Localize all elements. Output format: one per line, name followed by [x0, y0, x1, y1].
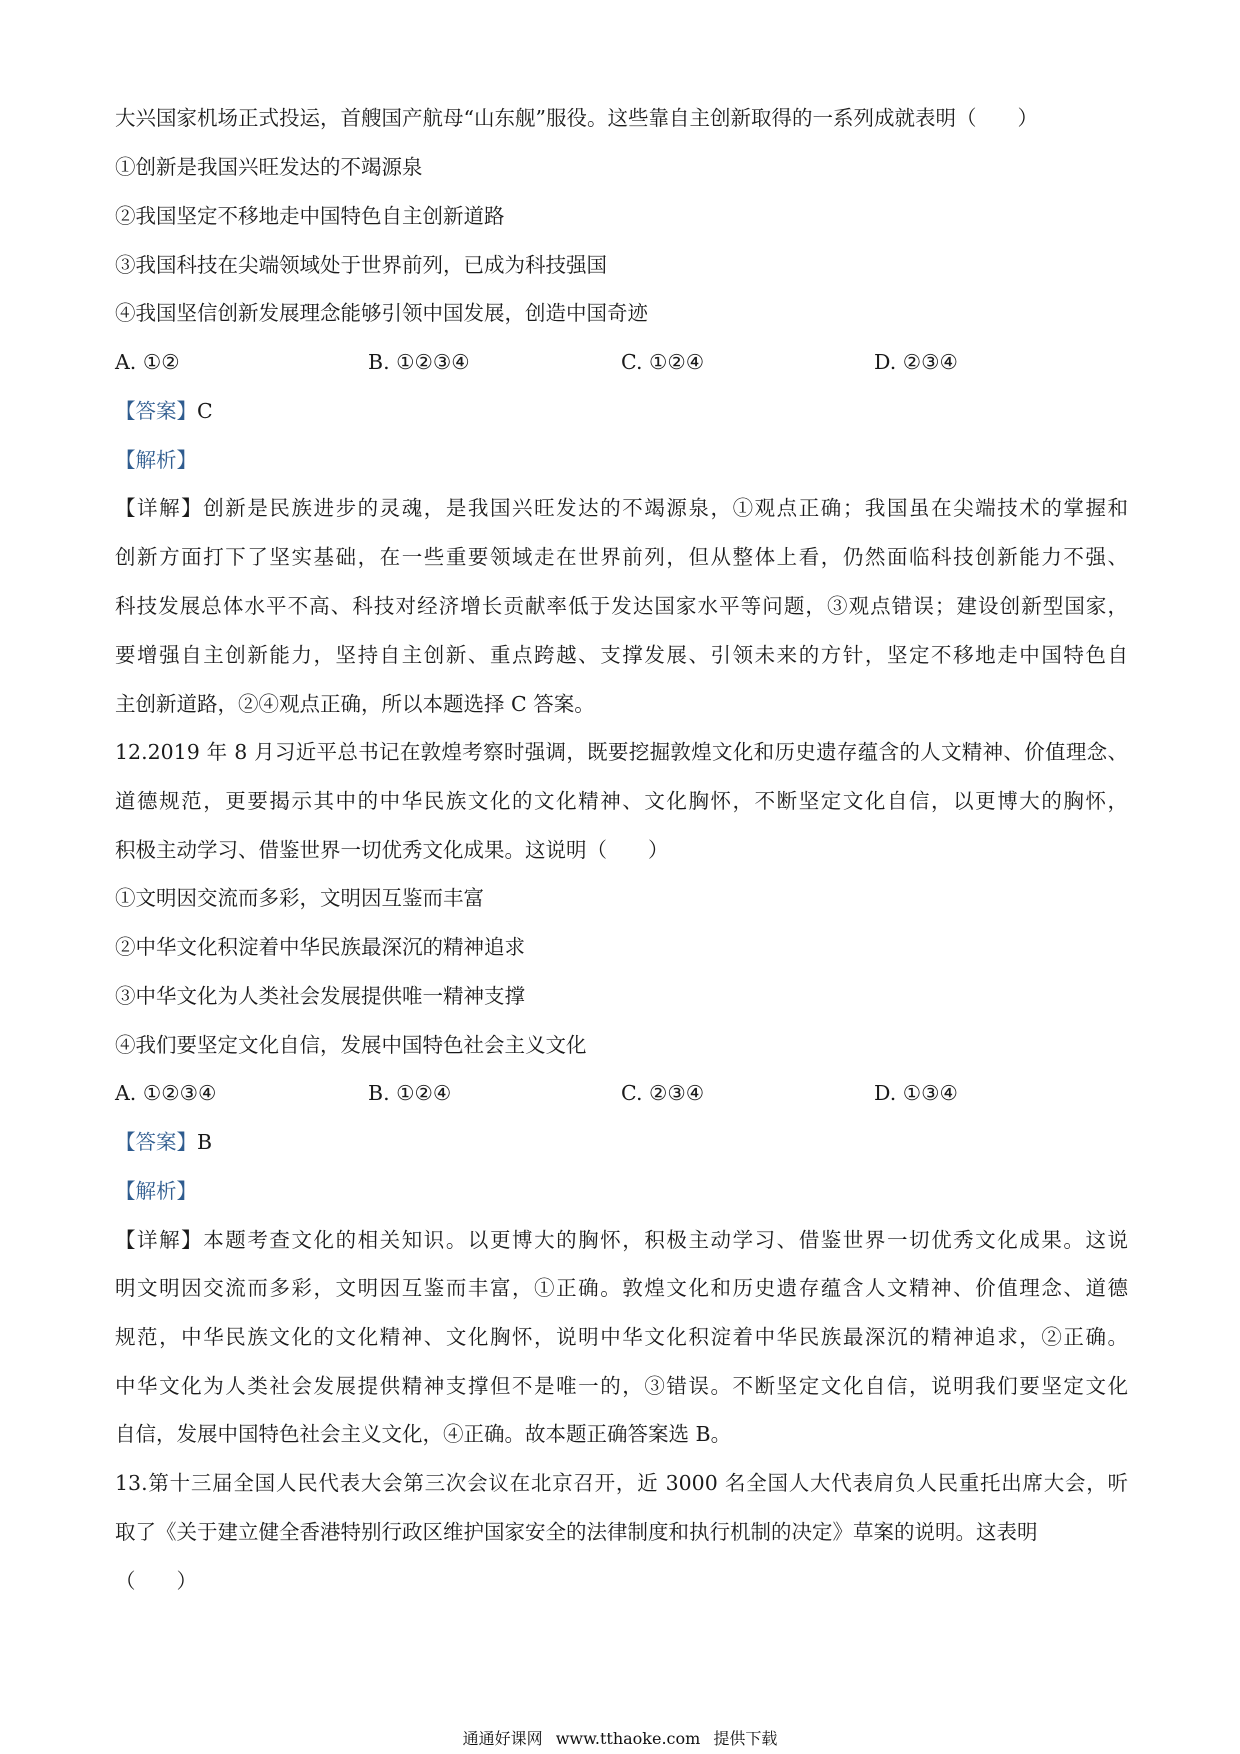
q12-detail-line-4: 中华文化为人类社会发展提供精神支撑但不是唯一的，③错误。不断坚定文化自信，说明我们要坚定文化 [115, 1374, 1128, 1398]
q11-detail-line-4: 要增强自主创新能力，坚持自主创新、重点跨越、支撑发展、引领未来的方针，坚定不移地走中国特色自 [115, 643, 1128, 667]
q11-detail-line-5: 主创新道路，②④观点正确，所以本题选择 C 答案。 [115, 692, 595, 716]
q12-statement-4: ④我们要坚定文化自信，发展中国特色社会主义文化 [115, 1033, 587, 1057]
detail-text: 创新是民族进步的灵魂，是我国兴旺发达的不竭源泉，①观点正确；我国虽在尖端技术的掌握和 [203, 496, 1129, 520]
q12-detail-line-5: 自信，发展中国特色社会主义文化，④正确。故本题正确答案选 B。 [115, 1422, 732, 1446]
detail-label: 【详解】 [115, 496, 204, 520]
q11-analysis-label: 【解析】 [115, 448, 197, 472]
q11-detail-line-3: 科技发展总体水平不高、科技对经济增长贡献率低于发达国家水平等问题，③观点错误；建设创新型国家， [115, 594, 1128, 618]
q11-answer [115, 401, 213, 422]
footer-site-name: 通通好课网 [462, 1729, 543, 1748]
detail-text: 本题考查文化的相关知识。以更博大的胸怀，积极主动学习、借鉴世界一切优秀文化成果。这说 [203, 1228, 1129, 1252]
q12-option-d: D. ①③④ [874, 1081, 958, 1105]
q11-option-a: A. ①② [115, 350, 180, 374]
q12-analysis-label: 【解析】 [115, 1179, 197, 1203]
q13-stem-line-1: 13.第十三届全国人民代表大会第三次会议在北京召开，近 3000 名全国人大代表肩负人民重托出席大会，听 [115, 1471, 1128, 1495]
q12-option-a: A. ①②③④ [115, 1081, 217, 1105]
q11-statement-2: ②我国坚定不移地走中国特色自主创新道路 [115, 204, 505, 228]
footer-note: 提供下载 [713, 1729, 778, 1748]
page-footer [0, 1731, 1240, 1747]
q11-detail-line-1 [115, 498, 1128, 519]
q12-statement-3: ③中华文化为人类社会发展提供唯一精神支撑 [115, 984, 525, 1008]
answer-value: C [197, 399, 213, 423]
answer-label: 【答案】 [115, 1130, 197, 1154]
q11-option-b: B. ①②③④ [368, 350, 470, 374]
q13-stem-line-2: 取了《关于建立健全香港特别行政区维护国家安全的法律制度和执行机制的决定》草案的说明。这表明 [115, 1520, 1038, 1544]
q11-option-c: C. ①②④ [621, 350, 705, 374]
q12-detail-line-1 [115, 1230, 1128, 1251]
q11-statement-1: ①创新是我国兴旺发达的不竭源泉 [115, 155, 423, 179]
q12-stem-line-3: 积极主动学习、借鉴世界一切优秀文化成果。这说明（ ） [115, 838, 669, 862]
q12-option-b: B. ①②④ [368, 1081, 452, 1105]
q12-statement-1: ①文明因交流而多彩，文明因互鉴而丰富 [115, 886, 484, 910]
q12-detail-line-2: 明文明因交流而多彩，文明因互鉴而丰富，①正确。敦煌文化和历史遗存蕴含人文精神、价值理念、道德 [115, 1276, 1128, 1300]
detail-label: 【详解】 [115, 1228, 204, 1252]
q11-detail-line-2: 创新方面打下了坚实基础，在一些重要领域走在世界前列，但从整体上看，仍然面临科技创新能力不强、 [115, 545, 1128, 569]
q11-statement-3: ③我国科技在尖端领域处于世界前列，已成为科技强国 [115, 253, 607, 277]
footer-url[interactable]: www.tthaoke.com [555, 1729, 701, 1748]
q12-stem-line-2: 道德规范，更要揭示其中的中华民族文化的文化精神、文化胸怀，不断坚定文化自信，以更博大的胸怀， [115, 789, 1128, 813]
q11-stem-line: 大兴国家机场正式投运，首艘国产航母“山东舰”服役。这些靠自主创新取得的一系列成就表明（ ） [115, 106, 1038, 130]
q12-answer [115, 1132, 212, 1153]
q11-statement-4: ④我国坚信创新发展理念能够引领中国发展，创造中国奇迹 [115, 301, 648, 325]
q13-stem-line-3: （ ） [115, 1569, 197, 1593]
q12-statement-2: ②中华文化积淀着中华民族最深沉的精神追求 [115, 935, 525, 959]
q12-detail-line-3: 规范，中华民族文化的文化精神、文化胸怀，说明中华文化积淀着中华民族最深沉的精神追求，②正确。 [115, 1325, 1128, 1349]
answer-value: B [197, 1130, 213, 1154]
q12-option-c: C. ②③④ [621, 1081, 705, 1105]
q12-stem-line-1: 12.2019 年 8 月习近平总书记在敦煌考察时强调，既要挖掘敦煌文化和历史遗存蕴含的人文精神、价值理念、 [115, 740, 1128, 764]
answer-label: 【答案】 [115, 399, 197, 423]
q11-option-d: D. ②③④ [874, 350, 958, 374]
